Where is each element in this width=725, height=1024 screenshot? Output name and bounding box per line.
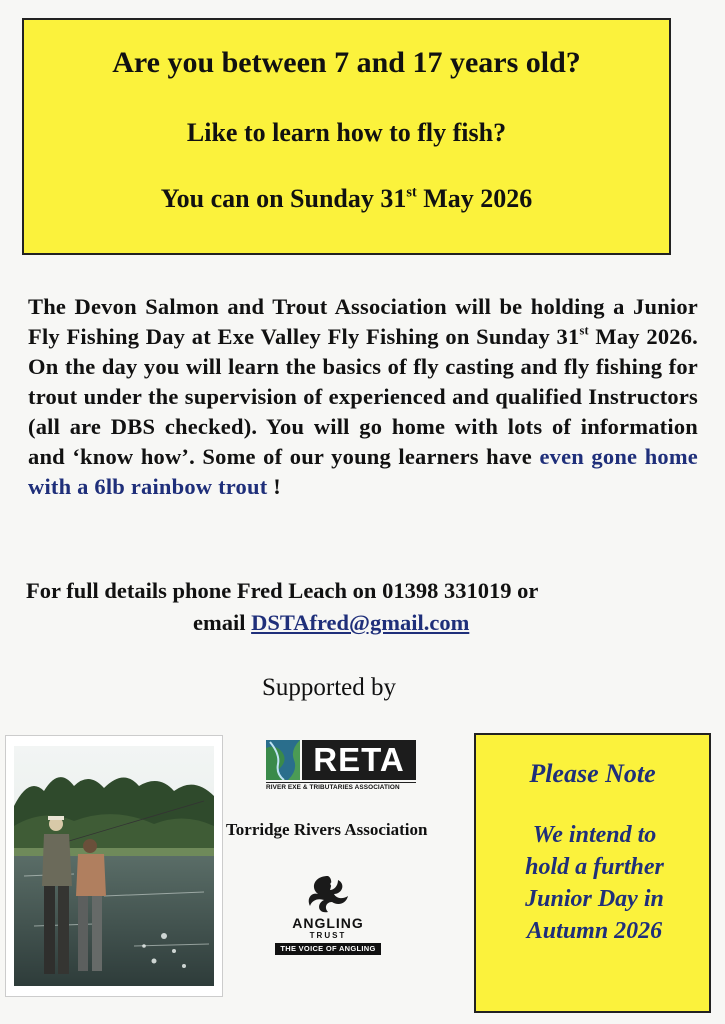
please-note-box <box>474 733 711 1013</box>
supported-by-label: Supported by <box>262 674 397 701</box>
contact-phone: For full details phone Fred Leach on 01398 331019 or <box>26 578 539 603</box>
headline-age: Are you between 7 and 17 years old? <box>112 46 581 79</box>
trout-highlight: even gone home with a 6lb rainbow trout <box>28 444 698 499</box>
headline-learn: Like to learn how to fly fish? <box>186 118 507 147</box>
reta-wordmark: RETA <box>302 740 416 780</box>
headline-date: You can on Sunday 31st May 2026 <box>160 184 533 213</box>
contact-email-line: email DSTAfred@gmail.com <box>193 610 470 635</box>
headline-box <box>22 18 671 255</box>
torridge-rivers-association: Torridge Rivers Association <box>226 820 428 839</box>
angling-tagline: THE VOICE OF ANGLING <box>275 943 381 955</box>
river-map-icon <box>266 740 300 780</box>
email-link[interactable]: DSTAfred@gmail.com <box>251 610 470 635</box>
trust-wordmark: TRUST <box>309 931 347 940</box>
fish-swirl-icon <box>302 872 354 916</box>
event-description: The Devon Salmon and Trout Association will be holding a Junior Fly Fishing Day at Exe Valley Fly Fishing on Sunday 31st May 2026. On the day you will learn the basics of fly casting and fly fishing for trout under the supervision of experienced and qualified Instructors (all are DBS checked). You will go home with lots of information and ‘know how’. Some of our young learners have even gone home with a 6lb rainbow trout ! <box>28 294 698 499</box>
please-note-title: Please Note <box>529 759 656 788</box>
reta-logo <box>266 740 416 791</box>
angling-trust-logo <box>272 872 384 955</box>
please-note-message: We intend to hold a further Junior Day in Autumn 2026 <box>525 822 664 944</box>
fishing-photo <box>5 735 223 997</box>
angling-wordmark: ANGLING <box>292 915 364 931</box>
contact-details <box>0 575 725 639</box>
reta-subtitle: RIVER EXE & TRIBUTARIES ASSOCIATION <box>266 782 416 791</box>
